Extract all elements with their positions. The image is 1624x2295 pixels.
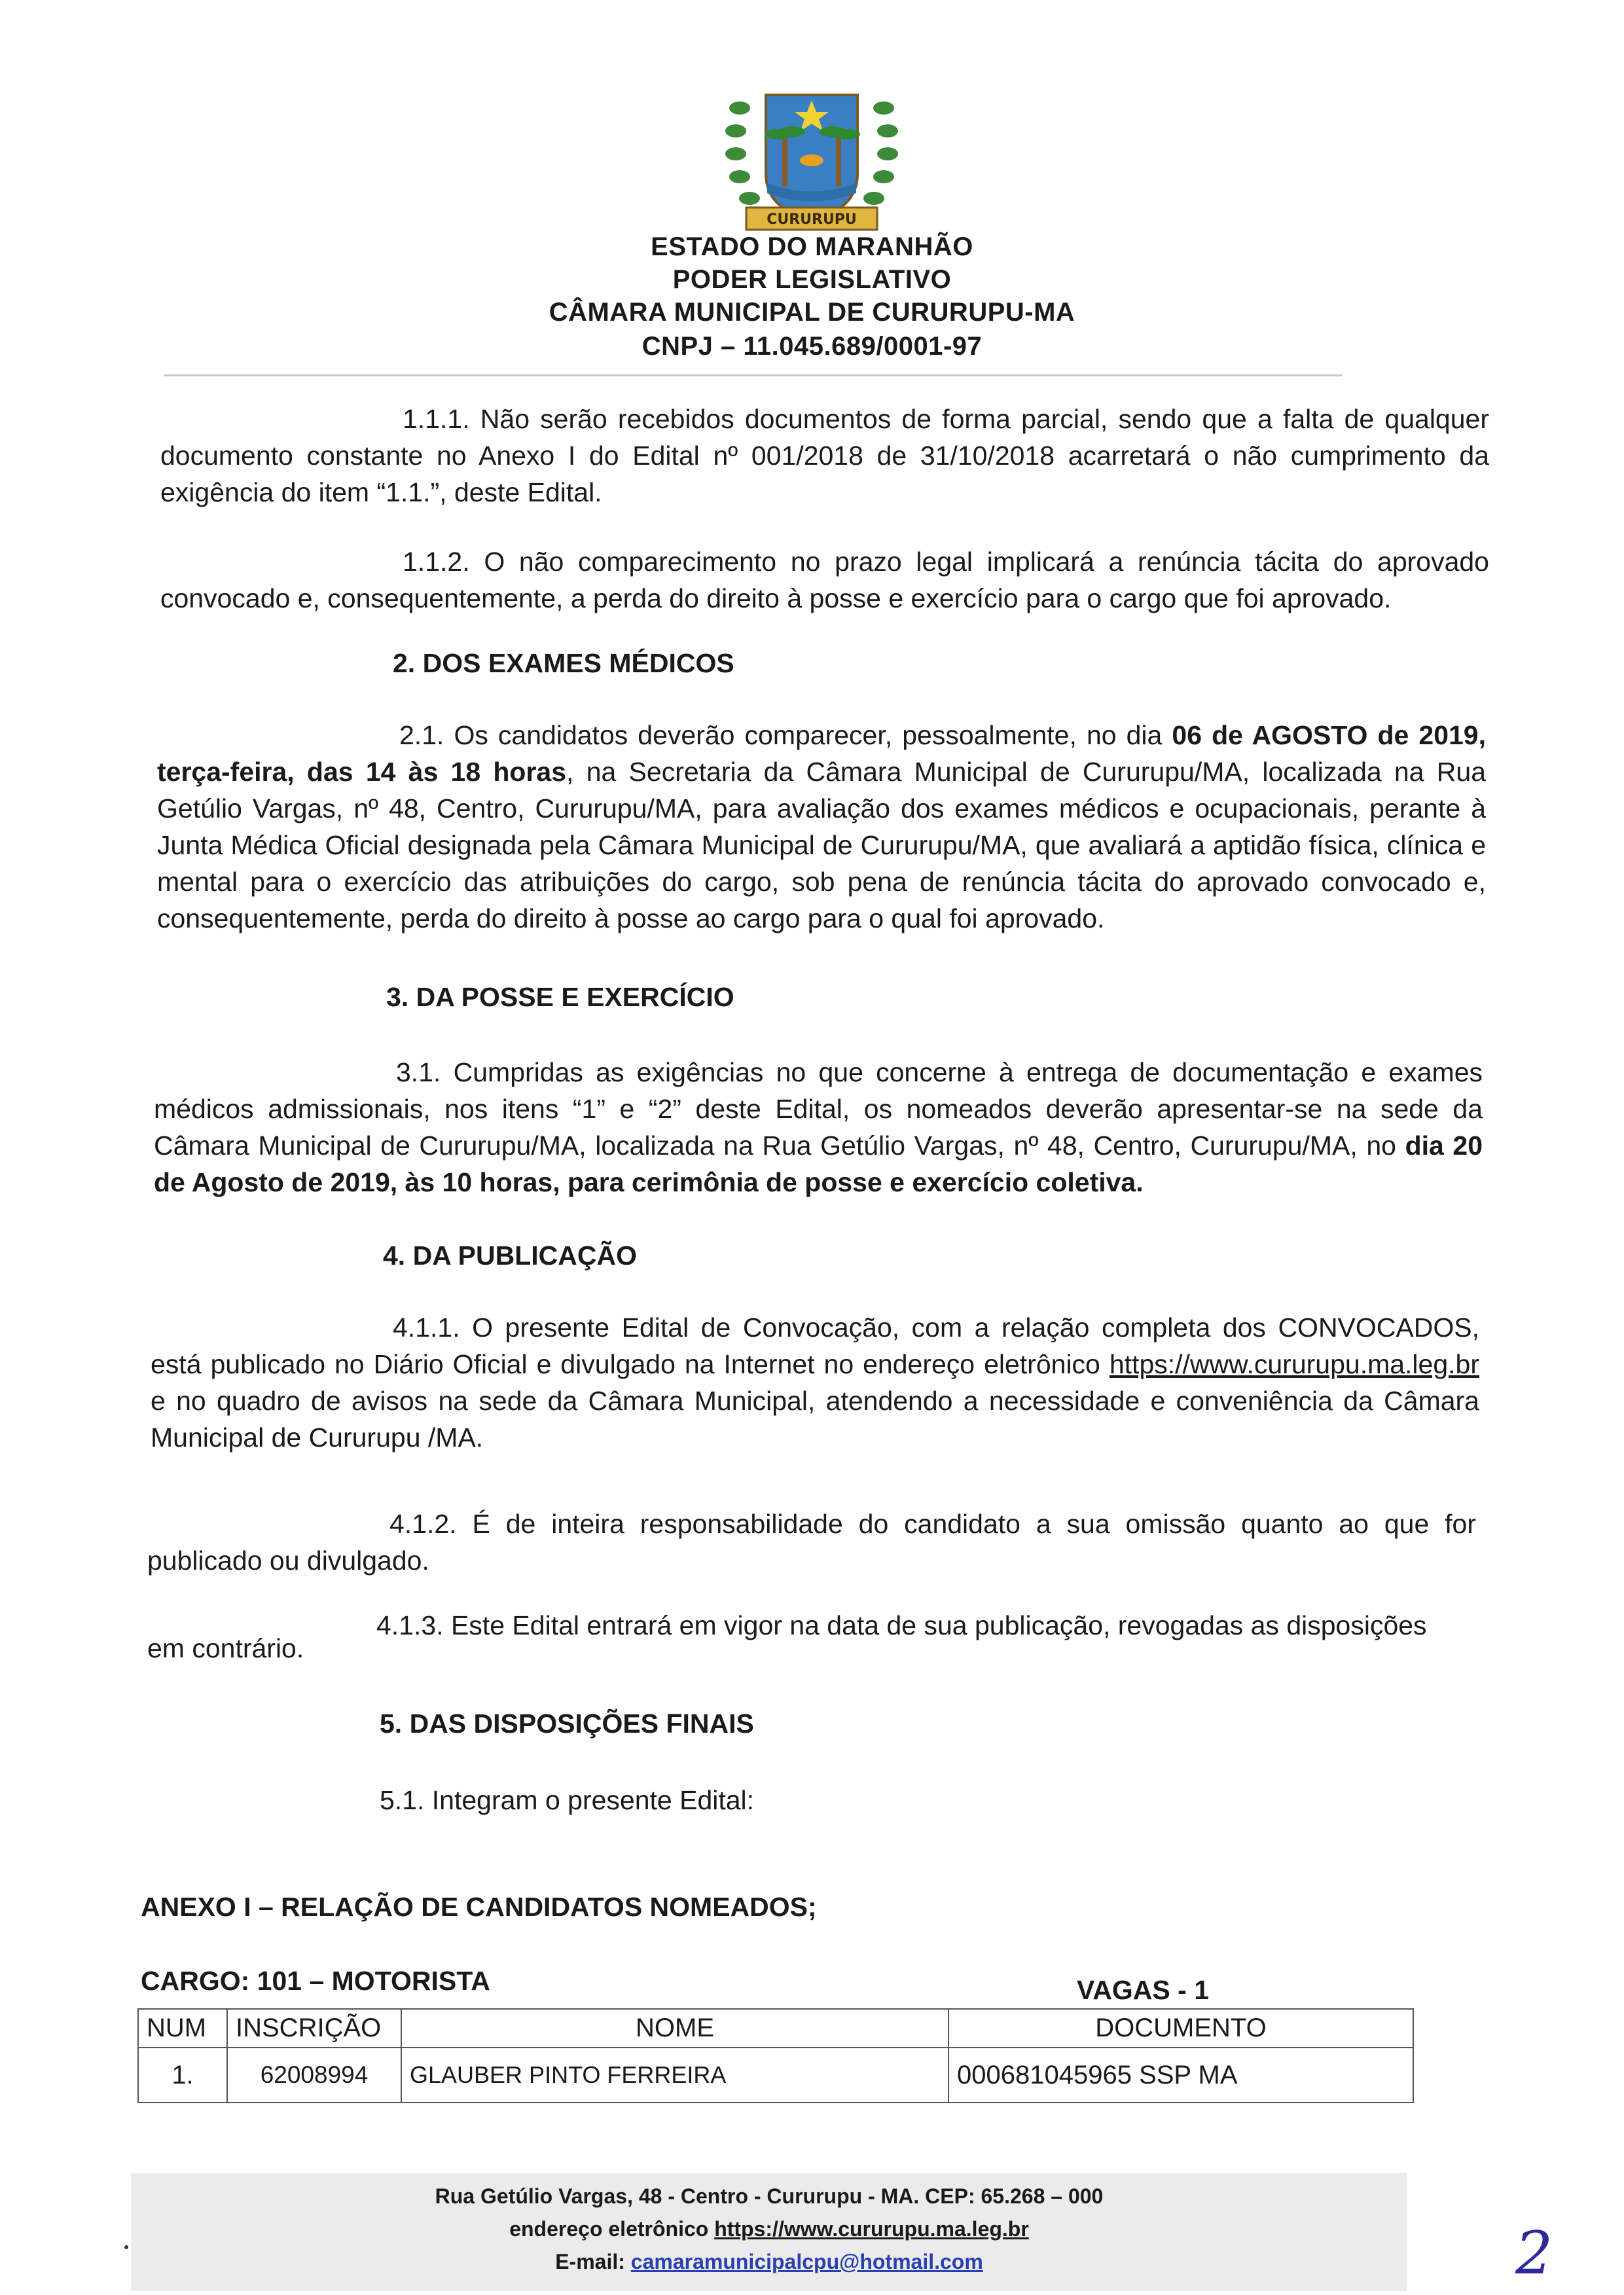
column-header-num: NUM: [138, 2009, 227, 2048]
footer-email-link[interactable]: camaramunicipalcpu@hotmail.com: [630, 2250, 983, 2273]
municipal-crest: [713, 69, 910, 242]
paragraph-4-1-1: 4.1.1. O presente Edital de Convocação, com a relação completa dos CONVOCADOS, está publicado no Diário Oficial e divulgado na Internet no endereço eletrônico https://www.cururupu.ma.leg.br e no quadro de avisos na sede da Câmara Municipal, atendendo a necessidade e conveniência da Câmara Municipal de Cururupu /MA.: [151, 1312, 1479, 1453]
annex-vagas: VAGAS - 1: [1077, 1975, 1209, 2005]
footer-address: Rua Getúlio Vargas, 48 - Centro - Cururupu - MA. CEP: 65.268 – 000: [435, 2184, 1104, 2208]
power-heading: PODER LEGISLATIVO: [672, 265, 952, 294]
cell-nome: GLAUBER PINTO FERREIRA: [401, 2048, 948, 2103]
chamber-heading: CÂMARA MUNICIPAL DE CURURUPU-MA: [549, 298, 1075, 327]
paragraph-5-1: 5.1. Integram o presente Edital:: [380, 1785, 755, 1815]
footer-email: E-mail: camaramunicipalcpu@hotmail.com: [555, 2250, 983, 2273]
annex-title: ANEXO I – RELAÇÃO DE CANDIDATOS NOMEADOS;: [141, 1892, 817, 1922]
section-4-title: 4. DA PUBLICAÇÃO: [383, 1240, 637, 1271]
paragraph-2-1: 2.1. Os candidatos deverão comparecer, pessoalmente, no dia 06 de AGOSTO de 2019, terça-feira, das 14 às 18 horas, na Secretaria da Câmara Municipal de Cururupu/MA, localizada na Rua Getúlio Vargas, nº 48, Centro, Cururupu/MA, para avaliação dos exames médicos e ocupacionais, perante à Junta Médica Oficial designada pela Câmara Municipal de Cururupu/MA, que avaliará a aptidão física, clínica e mental para o exercício das atribuições do cargo, sob pena de renúncia tácita do aprovado convocado e, consequentemente, perda do direito à posse ao cargo para o qual foi aprovado.: [157, 720, 1487, 933]
paragraph-4-1-3-tail: em contrário.: [147, 1633, 304, 1663]
paragraph-4-1-2: 4.1.2. É de inteira responsabilidade do candidato a sua omissão quanto ao que for publicado ou divulgado.: [147, 1509, 1476, 1576]
column-header-documento: DOCUMENTO: [948, 2009, 1413, 2048]
paragraph-3-1: 3.1. Cumpridas as exigências no que concerne à entrega de documentação e exames médicos admissionais, nos itens “1” e “2” deste Edital, os nomeados deverão apresentar-se na sede da Câmara Municipal de Cururupu/MA, localizada na Rua Getúlio Vargas, nº 48, Centro, Cururupu/MA, no dia 20 de Agosto de 2019, às 10 horas, para cerimônia de posse e exercício coletiva.: [154, 1057, 1483, 1197]
cnpj-heading: CNPJ – 11.045.689/0001-97: [641, 332, 983, 361]
table-row: [138, 2048, 1413, 2103]
section-5-title: 5. DAS DISPOSIÇÕES FINAIS: [380, 1708, 754, 1739]
footer-website-link[interactable]: https://www.cururupu.ma.leg.br: [714, 2217, 1029, 2241]
cell-documento: 000681045965 SSP MA: [948, 2048, 1413, 2103]
header-divider: [164, 374, 1342, 376]
section-2-title: 2. DOS EXAMES MÉDICOS: [393, 648, 734, 678]
website-link[interactable]: https://www.cururupu.ma.leg.br: [1109, 1349, 1479, 1379]
paragraph-4-1-3: 4.1.3. Este Edital entrará em vigor na data de sua publicação, revogadas as disposições: [376, 1610, 1427, 1640]
cell-inscricao: 62008994: [227, 2048, 401, 2103]
cell-num: 1.: [138, 2048, 227, 2103]
column-header-nome: NOME: [401, 2009, 948, 2048]
nominees-table: [137, 2008, 1414, 2103]
margin-dot: [124, 2245, 128, 2249]
table-header-row: [138, 2009, 1413, 2048]
column-header-inscricao: INSCRIÇÃO: [227, 2009, 401, 2048]
annex-cargo: CARGO: 101 – MOTORISTA: [141, 1966, 490, 1996]
section-3-title: 3. DA POSSE E EXERCÍCIO: [386, 982, 734, 1012]
page-footer: [131, 2173, 1407, 2291]
handwritten-page-mark: 2: [1515, 2219, 1553, 2288]
paragraph-1-1-2: 1.1.2. O não comparecimento no prazo legal implicará a renúncia tácita do aprovado convocado e, consequentemente, a perda do direito à posse e exercício para o cargo que foi aprovado.: [160, 547, 1489, 613]
state-heading: ESTADO DO MARANHÃO: [651, 232, 973, 261]
footer-website: endereço eletrônico https://www.cururupu.ma.leg.br: [509, 2217, 1029, 2241]
crest-text: CURURUPU: [767, 211, 857, 228]
paragraph-1-1-1: 1.1.1. Não serão recebidos documentos de forma parcial, sendo que a falta de qualquer documento constante no Anexo I do Edital nº 001/2018 de 31/10/2018 acarretará o não cumprimento da exigência do item “1.1.”, deste Edital.: [160, 404, 1489, 507]
